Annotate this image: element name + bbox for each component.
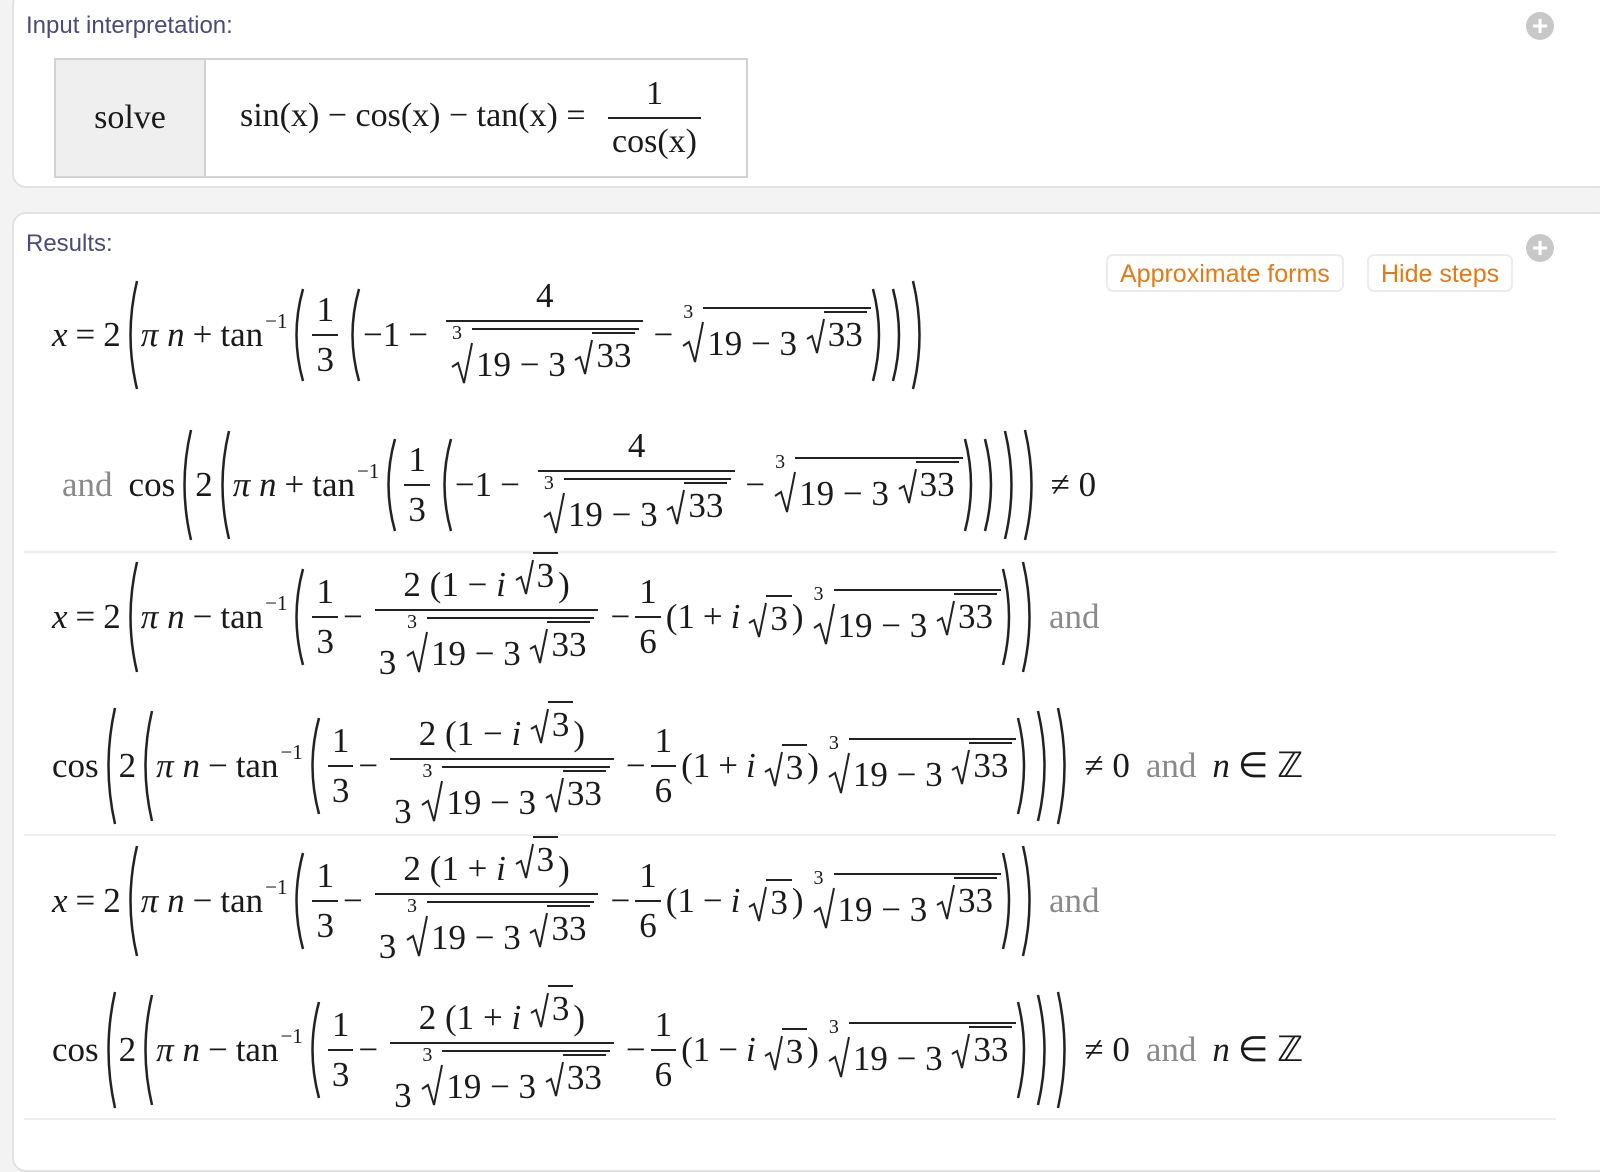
square-root — [545, 770, 606, 814]
root-index: 3 — [451, 322, 462, 344]
fraction-one-third — [312, 572, 338, 662]
root-index: 3 — [406, 610, 417, 633]
input-interpretation-pod — [12, 0, 1600, 188]
result-2-line-1 — [52, 555, 1100, 682]
plus-op: + — [284, 465, 305, 504]
left-paren — [99, 990, 119, 1110]
minus-op: − — [718, 1030, 738, 1069]
minus-op: − — [192, 881, 213, 920]
right-paren — [1036, 709, 1056, 823]
radicand-text: 19 − 3 — [446, 1066, 537, 1106]
sqrt-arg: 33 — [916, 461, 959, 505]
denominator — [390, 1042, 614, 1116]
radicand-text: 19 − 3 — [707, 323, 797, 363]
left-paren — [175, 428, 195, 542]
sqrt-arg: 33 — [954, 877, 997, 921]
right-paren — [1003, 429, 1023, 541]
fraction-one-sixth — [635, 572, 661, 662]
right-paren — [1016, 1000, 1036, 1100]
cube-root — [681, 300, 871, 364]
radicand — [564, 478, 732, 535]
numerator: 1 — [639, 572, 657, 611]
cube-root — [420, 1043, 610, 1107]
equals: = — [75, 881, 96, 920]
pi-n: π n — [140, 315, 185, 354]
numerator: 1 — [331, 721, 350, 760]
numerator: 1 — [316, 572, 334, 611]
tan-func: tan — [220, 315, 264, 354]
coef-3: 3 — [394, 1075, 412, 1115]
cube-root — [773, 450, 963, 514]
minus-op: − — [342, 881, 363, 920]
fraction-one-sixth — [651, 721, 677, 811]
cube-root — [542, 472, 732, 535]
root-index: 3 — [813, 582, 824, 605]
coef-3: 3 — [394, 791, 412, 831]
radicand — [795, 457, 963, 514]
square-root — [764, 744, 808, 788]
left-paren — [121, 844, 141, 958]
sqrt-arg: 33 — [563, 770, 606, 814]
root-index: 3 — [422, 1043, 433, 1066]
cube-root — [827, 731, 1017, 795]
plus-icon[interactable]: + — [1526, 12, 1554, 40]
cos-func: cos — [128, 465, 176, 504]
sqrt-arg: 33 — [684, 482, 727, 526]
radicand-text: 19 − 3 — [852, 754, 943, 794]
fraction — [608, 75, 701, 161]
right-paren — [1001, 567, 1021, 667]
root-index: 3 — [543, 472, 554, 494]
square-root — [574, 332, 635, 376]
left-paren — [99, 706, 119, 826]
num-text: 2 (1 — [403, 848, 459, 888]
pi-n: π n — [156, 1030, 200, 1069]
square-root — [529, 905, 590, 949]
fraction-four — [538, 426, 736, 544]
imag-unit: i — [496, 564, 506, 604]
denominator: 3 — [312, 900, 338, 946]
neg-one: −1 — [454, 465, 493, 504]
radicand-text: 19 − 3 — [567, 495, 658, 534]
imag-unit: i — [496, 848, 506, 888]
result-1-line-2 — [62, 428, 1096, 542]
sqrt-arg: 3 — [533, 836, 559, 880]
left-paren — [303, 1000, 323, 1100]
denominator: cos(x) — [608, 117, 701, 161]
square-root — [530, 985, 574, 1029]
numerator: 1 — [654, 1005, 673, 1044]
denominator — [538, 470, 736, 544]
minus-op: − — [625, 1030, 646, 1069]
fraction-one-third — [404, 440, 430, 530]
and-keyword: and — [1049, 881, 1100, 920]
paren-open: (1 — [681, 1030, 711, 1069]
neg-one: −1 — [362, 315, 401, 354]
denominator — [375, 609, 599, 683]
paren-close: ) — [807, 746, 819, 785]
root-index: 3 — [828, 1015, 839, 1038]
coef-3: 3 — [378, 642, 397, 682]
square-root — [748, 879, 792, 923]
in-integers: ∈ ℤ — [1237, 746, 1304, 785]
sqrt-arg: 33 — [954, 593, 997, 637]
left-paren — [287, 567, 307, 667]
and-keyword: and — [62, 465, 113, 504]
result-2-line-2 — [52, 704, 1304, 831]
denominator — [390, 758, 614, 832]
minus-op: − — [207, 746, 228, 785]
fraction-one-third — [312, 856, 338, 946]
equals: = — [75, 597, 96, 636]
fraction-complex — [375, 552, 599, 683]
imag-unit: i — [745, 746, 756, 785]
plus-op: + — [467, 848, 488, 888]
cube-root — [812, 866, 1002, 930]
not-equal-zero: ≠ 0 — [1084, 746, 1130, 785]
imag-unit: i — [511, 713, 522, 753]
left-paren — [287, 287, 307, 383]
inverse-sup: −1 — [265, 874, 288, 899]
numerator — [415, 701, 589, 758]
radicand — [849, 738, 1017, 795]
right-paren — [983, 437, 1003, 533]
radicand-text: 19 − 3 — [852, 1038, 943, 1078]
inverse-sup: −1 — [280, 739, 303, 764]
square-root — [515, 552, 559, 596]
paren-open: (1 — [665, 881, 695, 920]
cos-func: cos — [52, 1030, 99, 1069]
result-separator — [24, 1118, 1556, 1120]
root-index: 3 — [422, 759, 433, 782]
coef-2: 2 — [103, 881, 121, 920]
num-text: 2 (1 — [403, 564, 459, 604]
sqrt-arg: 3 — [782, 744, 808, 788]
numerator: 1 — [316, 290, 334, 329]
coef-2: 2 — [118, 1030, 137, 1069]
sqrt-arg: 33 — [592, 332, 635, 376]
pi-n: π n — [232, 465, 277, 504]
cube-root — [405, 894, 595, 958]
and-keyword: and — [1145, 746, 1197, 785]
minus-op: − — [702, 881, 723, 920]
coef-3: 3 — [378, 926, 397, 966]
plus-op: + — [192, 315, 213, 354]
minus-op: − — [342, 597, 363, 636]
imag-unit: i — [511, 997, 522, 1037]
result-3-line-1 — [52, 839, 1100, 966]
root-index: 3 — [813, 866, 824, 889]
root-index: 3 — [775, 450, 786, 473]
square-root — [936, 593, 997, 637]
tan-func: tan — [220, 881, 264, 920]
numerator: 1 — [331, 1005, 350, 1044]
imag-unit: i — [745, 1030, 756, 1069]
square-root — [515, 836, 559, 880]
paren-close: ) — [573, 997, 586, 1037]
radicand-text: 19 − 3 — [430, 917, 521, 957]
cos-func: cos — [52, 746, 99, 785]
inverse-sup: −1 — [280, 1023, 303, 1048]
right-paren — [1021, 844, 1041, 958]
fraction-four — [446, 276, 644, 394]
minus-op: − — [745, 465, 766, 504]
sqrt-arg: 33 — [563, 1054, 606, 1098]
equation-lhs: sin(x) − cos(x) − tan(x) = — [240, 96, 586, 134]
numerator: 4 — [535, 276, 554, 315]
denominator: 6 — [635, 900, 661, 946]
result-3-line-2 — [52, 988, 1304, 1115]
square-root — [951, 742, 1012, 786]
radicand-text: 19 − 3 — [475, 345, 566, 384]
x-var: x — [52, 881, 68, 920]
minus-op: − — [467, 564, 488, 604]
tan-func: tan — [235, 1030, 279, 1069]
minus-op: − — [358, 1030, 379, 1069]
fraction-one-sixth — [635, 856, 661, 946]
paren-close: ) — [558, 848, 570, 888]
left-paren — [136, 993, 156, 1107]
imag-unit: i — [730, 881, 741, 920]
radicand — [703, 307, 871, 364]
inverse-sup: −1 — [357, 458, 380, 483]
fraction-one-sixth — [651, 1005, 677, 1095]
num-text: 2 (1 — [418, 997, 475, 1037]
left-paren — [136, 709, 156, 823]
radicand — [427, 617, 595, 674]
not-equal-zero: ≠ 0 — [1084, 1030, 1130, 1069]
result-separator — [24, 834, 1556, 836]
tan-func: tan — [312, 465, 356, 504]
left-paren — [379, 437, 399, 533]
pi-n: π n — [156, 746, 200, 785]
denominator — [446, 320, 644, 394]
root-index: 3 — [683, 300, 694, 323]
right-paren — [1036, 993, 1056, 1107]
cube-root — [450, 322, 640, 385]
denominator: 6 — [635, 616, 661, 662]
inverse-sup: −1 — [265, 590, 288, 615]
fraction-complex — [375, 836, 599, 967]
cube-root — [405, 610, 595, 674]
pi-n: π n — [140, 881, 185, 920]
radicand — [442, 1050, 610, 1107]
square-root — [764, 1028, 808, 1072]
right-paren — [963, 437, 983, 533]
paren-close: ) — [791, 597, 804, 636]
radicand — [834, 873, 1002, 930]
sqrt-arg: 33 — [969, 1026, 1012, 1070]
coef-2: 2 — [118, 746, 137, 785]
sqrt-arg: 3 — [548, 701, 574, 745]
minus-op: − — [625, 746, 646, 785]
paren-close: ) — [807, 1030, 819, 1069]
input-table — [54, 58, 748, 178]
square-root — [530, 701, 574, 745]
radicand-text: 19 − 3 — [446, 782, 537, 822]
imag-unit: i — [730, 597, 741, 636]
left-paren — [213, 429, 233, 541]
denominator: 3 — [312, 616, 338, 662]
cube-root — [827, 1015, 1017, 1079]
paren-close: ) — [573, 713, 586, 753]
and-keyword: and — [1145, 1030, 1197, 1069]
numerator: 1 — [639, 856, 657, 895]
right-paren — [1056, 990, 1076, 1110]
square-root — [529, 621, 590, 665]
radicand — [442, 766, 610, 823]
right-paren — [891, 287, 911, 383]
minus-op: − — [358, 746, 379, 785]
plus-icon[interactable]: + — [1526, 234, 1554, 262]
numerator: 4 — [627, 426, 646, 465]
right-paren — [1056, 706, 1076, 826]
fraction-complex — [390, 701, 614, 832]
minus-op: − — [653, 315, 674, 354]
square-root — [898, 461, 959, 505]
root-index: 3 — [828, 731, 839, 754]
and-keyword: and — [1049, 597, 1100, 636]
plus-op: + — [718, 746, 738, 785]
radicand-text: 19 − 3 — [837, 605, 928, 645]
coef-2: 2 — [103, 597, 121, 636]
fraction-one-third — [328, 1005, 354, 1095]
solve-keyword: solve — [55, 59, 205, 177]
numerator — [399, 836, 573, 893]
num-text: 2 (1 — [418, 713, 475, 753]
cube-root — [420, 759, 610, 823]
result-separator — [24, 551, 1556, 553]
coef-2: 2 — [103, 315, 121, 354]
inverse-sup: −1 — [265, 308, 288, 333]
radicand — [849, 1022, 1017, 1079]
left-paren — [121, 279, 141, 391]
sqrt-arg: 33 — [547, 905, 590, 949]
sqrt-arg: 33 — [969, 742, 1012, 786]
equals: = — [75, 315, 96, 354]
right-paren — [1016, 716, 1036, 816]
denominator: 3 — [404, 484, 430, 530]
left-paren — [435, 437, 455, 533]
tan-func: tan — [235, 746, 279, 785]
sqrt-arg: 3 — [782, 1028, 808, 1072]
coef-2: 2 — [195, 465, 213, 504]
result-1-line-1 — [52, 276, 931, 390]
paren-close: ) — [558, 564, 570, 604]
sqrt-arg: 3 — [766, 595, 792, 639]
pi-n: π n — [140, 597, 185, 636]
sqrt-arg: 33 — [547, 621, 590, 665]
right-paren — [871, 287, 891, 383]
pod-title: Input interpretation: — [26, 12, 233, 39]
sqrt-arg: 33 — [824, 311, 867, 355]
denominator: 3 — [328, 765, 354, 811]
numerator — [415, 985, 589, 1042]
right-paren — [1001, 851, 1021, 951]
radicand — [834, 589, 1002, 646]
denominator: 6 — [651, 765, 677, 811]
sqrt-arg: 3 — [533, 552, 559, 596]
plus-op: + — [702, 597, 723, 636]
n-var: n — [1212, 1030, 1230, 1069]
numerator: 1 — [645, 75, 663, 112]
radicand-text: 19 − 3 — [430, 633, 521, 673]
radicand — [472, 328, 640, 385]
denominator: 3 — [312, 334, 338, 380]
sqrt-arg: 3 — [766, 879, 792, 923]
square-root — [936, 877, 997, 921]
square-root — [951, 1026, 1012, 1070]
fraction-one-third — [312, 290, 338, 380]
radicand-text: 19 − 3 — [837, 889, 928, 929]
minus-op: − — [207, 1030, 228, 1069]
square-root — [666, 482, 727, 526]
numerator: 1 — [408, 440, 426, 479]
minus-op: − — [500, 465, 520, 504]
minus-op: − — [192, 597, 213, 636]
denominator — [375, 893, 599, 967]
right-paren — [1023, 428, 1043, 542]
plus-op: + — [482, 997, 503, 1037]
cube-root — [812, 582, 1002, 646]
denominator: 3 — [328, 1049, 354, 1095]
square-root — [806, 311, 867, 355]
minus-op: − — [408, 315, 428, 354]
left-paren — [303, 716, 323, 816]
x-var: x — [52, 315, 68, 354]
numerator: 1 — [316, 856, 334, 895]
right-paren — [911, 279, 931, 391]
left-paren — [287, 851, 307, 951]
fraction-one-third — [328, 721, 354, 811]
in-integers: ∈ ℤ — [1237, 1030, 1304, 1069]
sqrt-arg: 3 — [548, 985, 574, 1029]
approximate-forms-button[interactable]: Approximate forms — [1106, 254, 1344, 292]
hide-steps-button[interactable]: Hide steps — [1367, 254, 1513, 292]
numerator — [399, 552, 573, 609]
square-root — [545, 1054, 606, 1098]
minus-op: − — [610, 881, 631, 920]
radicand-text: 19 − 3 — [799, 473, 889, 513]
square-root — [748, 595, 792, 639]
paren-open: (1 — [681, 746, 711, 785]
paren-open: (1 — [665, 597, 695, 636]
paren-close: ) — [791, 881, 804, 920]
minus-op: − — [610, 597, 631, 636]
numerator: 1 — [654, 721, 673, 760]
minus-op: − — [482, 713, 503, 753]
radicand — [427, 901, 595, 958]
fraction-complex — [390, 985, 614, 1116]
x-var: x — [52, 597, 68, 636]
denominator: 6 — [651, 1049, 677, 1095]
left-paren — [121, 560, 141, 674]
pod-title: Results: — [26, 230, 113, 257]
n-var: n — [1212, 746, 1230, 785]
tan-func: tan — [220, 597, 264, 636]
equation-cell — [205, 59, 747, 177]
right-paren — [1021, 560, 1041, 674]
not-equal-zero: ≠ 0 — [1050, 465, 1097, 504]
root-index: 3 — [406, 894, 417, 917]
left-paren — [343, 287, 363, 383]
